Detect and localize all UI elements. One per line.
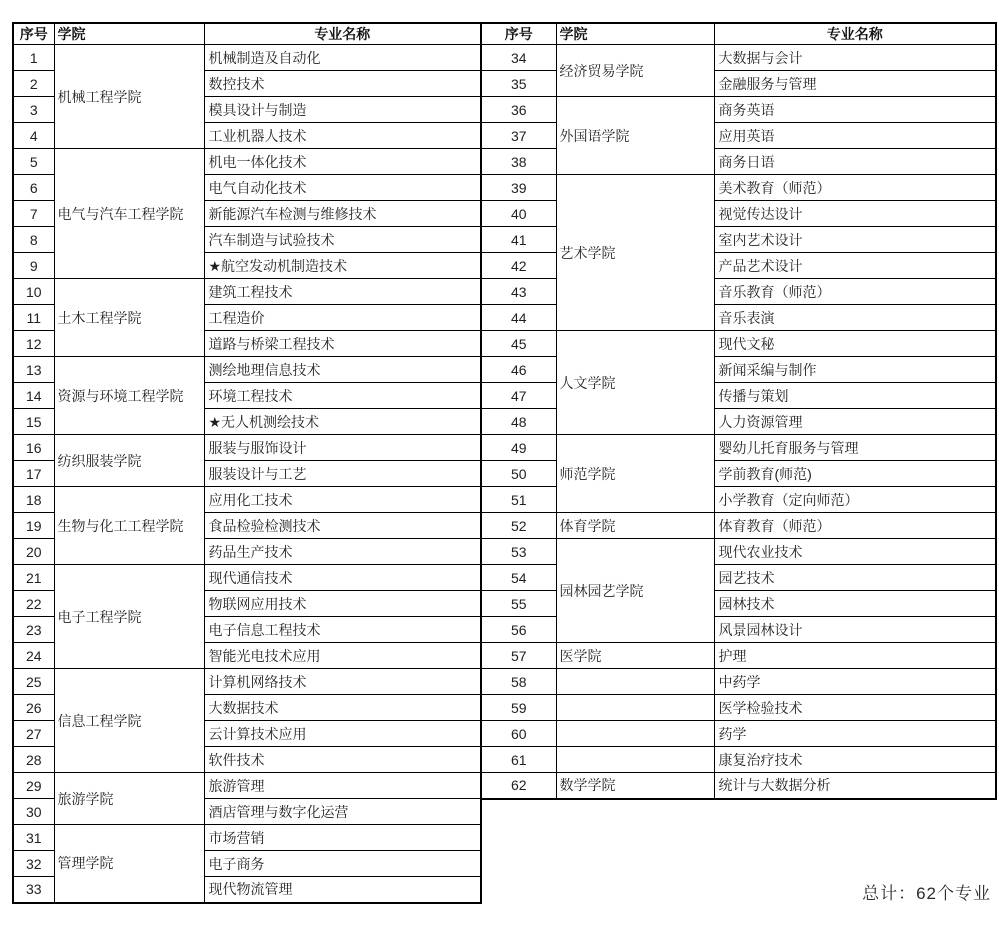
row-index-cell: 14 — [13, 383, 54, 409]
major-cell: 新能源汽车检测与维修技术 — [204, 201, 481, 227]
college-cell: 医学院 — [556, 643, 714, 669]
row-index-cell: 13 — [13, 357, 54, 383]
college-cell: 艺术学院 — [556, 175, 714, 331]
major-cell: 现代文秘 — [714, 331, 996, 357]
row-index-cell: 45 — [481, 331, 556, 357]
major-cell: 金融服务与管理 — [714, 71, 996, 97]
college-cell: 数学学院 — [556, 773, 714, 799]
row-index-cell: 16 — [13, 435, 54, 461]
table-row — [481, 45, 996, 71]
row-index-cell: 3 — [13, 97, 54, 123]
table-header-row — [481, 23, 996, 45]
major-cell: 模具设计与制造 — [204, 97, 481, 123]
row-index-cell: 61 — [481, 747, 556, 773]
college-cell: 师范学院 — [556, 435, 714, 513]
major-cell: 人力资源管理 — [714, 409, 996, 435]
table-row — [481, 331, 996, 357]
college-cell: 旅游学院 — [54, 773, 204, 825]
major-cell: ★无人机测绘技术 — [204, 409, 481, 435]
college-cell: 土木工程学院 — [54, 279, 204, 357]
row-index-cell: 31 — [13, 825, 54, 851]
row-index-cell: 8 — [13, 227, 54, 253]
major-cell: 服装设计与工艺 — [204, 461, 481, 487]
row-index-cell: 23 — [13, 617, 54, 643]
table-row — [13, 565, 481, 591]
row-index-cell: 62 — [481, 773, 556, 799]
row-index-cell: 32 — [13, 851, 54, 877]
major-cell: 旅游管理 — [204, 773, 481, 799]
major-cell: 云计算技术应用 — [204, 721, 481, 747]
row-index-cell: 46 — [481, 357, 556, 383]
major-cell: 大数据与会计 — [714, 45, 996, 71]
major-cell: 新闻采编与制作 — [714, 357, 996, 383]
table-row — [481, 669, 996, 695]
majors-table-right — [480, 22, 997, 800]
row-index-cell: 2 — [13, 71, 54, 97]
row-index-cell: 6 — [13, 175, 54, 201]
college-cell: 纺织服装学院 — [54, 435, 204, 487]
row-index-cell: 60 — [481, 721, 556, 747]
row-index-cell: 57 — [481, 643, 556, 669]
major-cell: 音乐教育（师范） — [714, 279, 996, 305]
row-index-cell: 5 — [13, 149, 54, 175]
major-cell: 婴幼儿托育服务与管理 — [714, 435, 996, 461]
column-header-major: 专业名称 — [204, 23, 481, 45]
row-index-cell: 21 — [13, 565, 54, 591]
major-cell: 市场营销 — [204, 825, 481, 851]
major-cell: 传播与策划 — [714, 383, 996, 409]
row-index-cell: 33 — [13, 877, 54, 903]
column-header-index: 序号 — [13, 23, 54, 45]
major-cell: 应用英语 — [714, 123, 996, 149]
table-row — [481, 513, 996, 539]
row-index-cell: 26 — [13, 695, 54, 721]
majors-tables-container — [12, 22, 997, 904]
major-cell: 药学 — [714, 721, 996, 747]
row-index-cell: 44 — [481, 305, 556, 331]
row-index-cell: 11 — [13, 305, 54, 331]
major-cell: 园艺技术 — [714, 565, 996, 591]
column-header-college: 学院 — [54, 23, 204, 45]
college-cell — [556, 721, 714, 747]
row-index-cell: 53 — [481, 539, 556, 565]
row-index-cell: 38 — [481, 149, 556, 175]
major-cell: 应用化工技术 — [204, 487, 481, 513]
row-index-cell: 9 — [13, 253, 54, 279]
table-body-right — [481, 45, 996, 799]
college-cell: 生物与化工工程学院 — [54, 487, 204, 565]
row-index-cell: 22 — [13, 591, 54, 617]
college-cell: 机械工程学院 — [54, 45, 204, 149]
college-cell: 人文学院 — [556, 331, 714, 435]
majors-table-left — [12, 22, 482, 904]
college-cell — [556, 669, 714, 695]
college-cell: 资源与环境工程学院 — [54, 357, 204, 435]
college-cell: 管理学院 — [54, 825, 204, 903]
table-row — [13, 773, 481, 799]
major-cell: ★航空发动机制造技术 — [204, 253, 481, 279]
total-majors-note: 总计：62个专业 — [862, 884, 991, 903]
college-cell — [556, 695, 714, 721]
row-index-cell: 51 — [481, 487, 556, 513]
college-cell — [556, 747, 714, 773]
major-cell: 现代物流管理 — [204, 877, 481, 903]
table-body-left — [13, 45, 481, 903]
row-index-cell: 43 — [481, 279, 556, 305]
major-cell: 建筑工程技术 — [204, 279, 481, 305]
major-cell: 小学教育（定向师范） — [714, 487, 996, 513]
row-index-cell: 19 — [13, 513, 54, 539]
major-cell: 统计与大数据分析 — [714, 773, 996, 799]
table-row — [481, 435, 996, 461]
column-header-index: 序号 — [481, 23, 556, 45]
row-index-cell: 10 — [13, 279, 54, 305]
major-cell: 视觉传达设计 — [714, 201, 996, 227]
row-index-cell: 52 — [481, 513, 556, 539]
row-index-cell: 40 — [481, 201, 556, 227]
table-row — [481, 773, 996, 799]
table-row — [13, 487, 481, 513]
row-index-cell: 28 — [13, 747, 54, 773]
row-index-cell: 49 — [481, 435, 556, 461]
row-index-cell: 18 — [13, 487, 54, 513]
college-cell: 外国语学院 — [556, 97, 714, 175]
major-cell: 食品检验检测技术 — [204, 513, 481, 539]
major-cell: 软件技术 — [204, 747, 481, 773]
major-cell: 物联网应用技术 — [204, 591, 481, 617]
major-cell: 电子商务 — [204, 851, 481, 877]
major-cell: 电气自动化技术 — [204, 175, 481, 201]
major-cell: 商务日语 — [714, 149, 996, 175]
column-header-college: 学院 — [556, 23, 714, 45]
major-cell: 学前教育(师范) — [714, 461, 996, 487]
major-cell: 工业机器人技术 — [204, 123, 481, 149]
major-cell: 音乐表演 — [714, 305, 996, 331]
row-index-cell: 37 — [481, 123, 556, 149]
major-cell: 医学检验技术 — [714, 695, 996, 721]
major-cell: 美术教育（师范） — [714, 175, 996, 201]
major-cell: 现代通信技术 — [204, 565, 481, 591]
major-cell: 中药学 — [714, 669, 996, 695]
major-cell: 产品艺术设计 — [714, 253, 996, 279]
row-index-cell: 47 — [481, 383, 556, 409]
major-cell: 大数据技术 — [204, 695, 481, 721]
row-index-cell: 12 — [13, 331, 54, 357]
table-row — [481, 721, 996, 747]
major-cell: 汽车制造与试验技术 — [204, 227, 481, 253]
table-row — [481, 747, 996, 773]
row-index-cell: 39 — [481, 175, 556, 201]
row-index-cell: 56 — [481, 617, 556, 643]
row-index-cell: 54 — [481, 565, 556, 591]
major-cell: 服装与服饰设计 — [204, 435, 481, 461]
major-cell: 商务英语 — [714, 97, 996, 123]
college-cell: 电气与汽车工程学院 — [54, 149, 204, 279]
major-cell: 体育教育（师范） — [714, 513, 996, 539]
major-cell: 园林技术 — [714, 591, 996, 617]
college-cell: 园林园艺学院 — [556, 539, 714, 643]
row-index-cell: 34 — [481, 45, 556, 71]
major-cell: 机械制造及自动化 — [204, 45, 481, 71]
college-cell: 经济贸易学院 — [556, 45, 714, 97]
major-cell: 道路与桥梁工程技术 — [204, 331, 481, 357]
table-row — [13, 149, 481, 175]
major-cell: 工程造价 — [204, 305, 481, 331]
table-row — [481, 643, 996, 669]
table-row — [13, 357, 481, 383]
row-index-cell: 29 — [13, 773, 54, 799]
table-row — [13, 45, 481, 71]
college-cell: 信息工程学院 — [54, 669, 204, 773]
row-index-cell: 55 — [481, 591, 556, 617]
college-cell: 体育学院 — [556, 513, 714, 539]
table-row — [481, 695, 996, 721]
row-index-cell: 35 — [481, 71, 556, 97]
table-row — [13, 669, 481, 695]
major-cell: 测绘地理信息技术 — [204, 357, 481, 383]
row-index-cell: 59 — [481, 695, 556, 721]
row-index-cell: 48 — [481, 409, 556, 435]
row-index-cell: 4 — [13, 123, 54, 149]
college-cell: 电子工程学院 — [54, 565, 204, 669]
major-cell: 机电一体化技术 — [204, 149, 481, 175]
major-cell: 电子信息工程技术 — [204, 617, 481, 643]
major-cell: 康复治疗技术 — [714, 747, 996, 773]
row-index-cell: 25 — [13, 669, 54, 695]
row-index-cell: 20 — [13, 539, 54, 565]
table-row — [13, 279, 481, 305]
table-row — [481, 539, 996, 565]
row-index-cell: 36 — [481, 97, 556, 123]
major-cell: 计算机网络技术 — [204, 669, 481, 695]
row-index-cell: 30 — [13, 799, 54, 825]
row-index-cell: 24 — [13, 643, 54, 669]
major-cell: 室内艺术设计 — [714, 227, 996, 253]
row-index-cell: 1 — [13, 45, 54, 71]
row-index-cell: 7 — [13, 201, 54, 227]
row-index-cell: 50 — [481, 461, 556, 487]
table-row — [13, 825, 481, 851]
major-cell: 护理 — [714, 643, 996, 669]
major-cell: 酒店管理与数字化运营 — [204, 799, 481, 825]
table-row — [13, 435, 481, 461]
table-row — [481, 175, 996, 201]
major-cell: 药品生产技术 — [204, 539, 481, 565]
row-index-cell: 41 — [481, 227, 556, 253]
major-cell: 风景园林设计 — [714, 617, 996, 643]
major-cell: 现代农业技术 — [714, 539, 996, 565]
major-cell: 智能光电技术应用 — [204, 643, 481, 669]
row-index-cell: 27 — [13, 721, 54, 747]
major-cell: 环境工程技术 — [204, 383, 481, 409]
row-index-cell: 42 — [481, 253, 556, 279]
table-header-row — [13, 23, 481, 45]
row-index-cell: 17 — [13, 461, 54, 487]
major-cell: 数控技术 — [204, 71, 481, 97]
table-row — [481, 97, 996, 123]
row-index-cell: 15 — [13, 409, 54, 435]
row-index-cell: 58 — [481, 669, 556, 695]
column-header-major: 专业名称 — [714, 23, 996, 45]
